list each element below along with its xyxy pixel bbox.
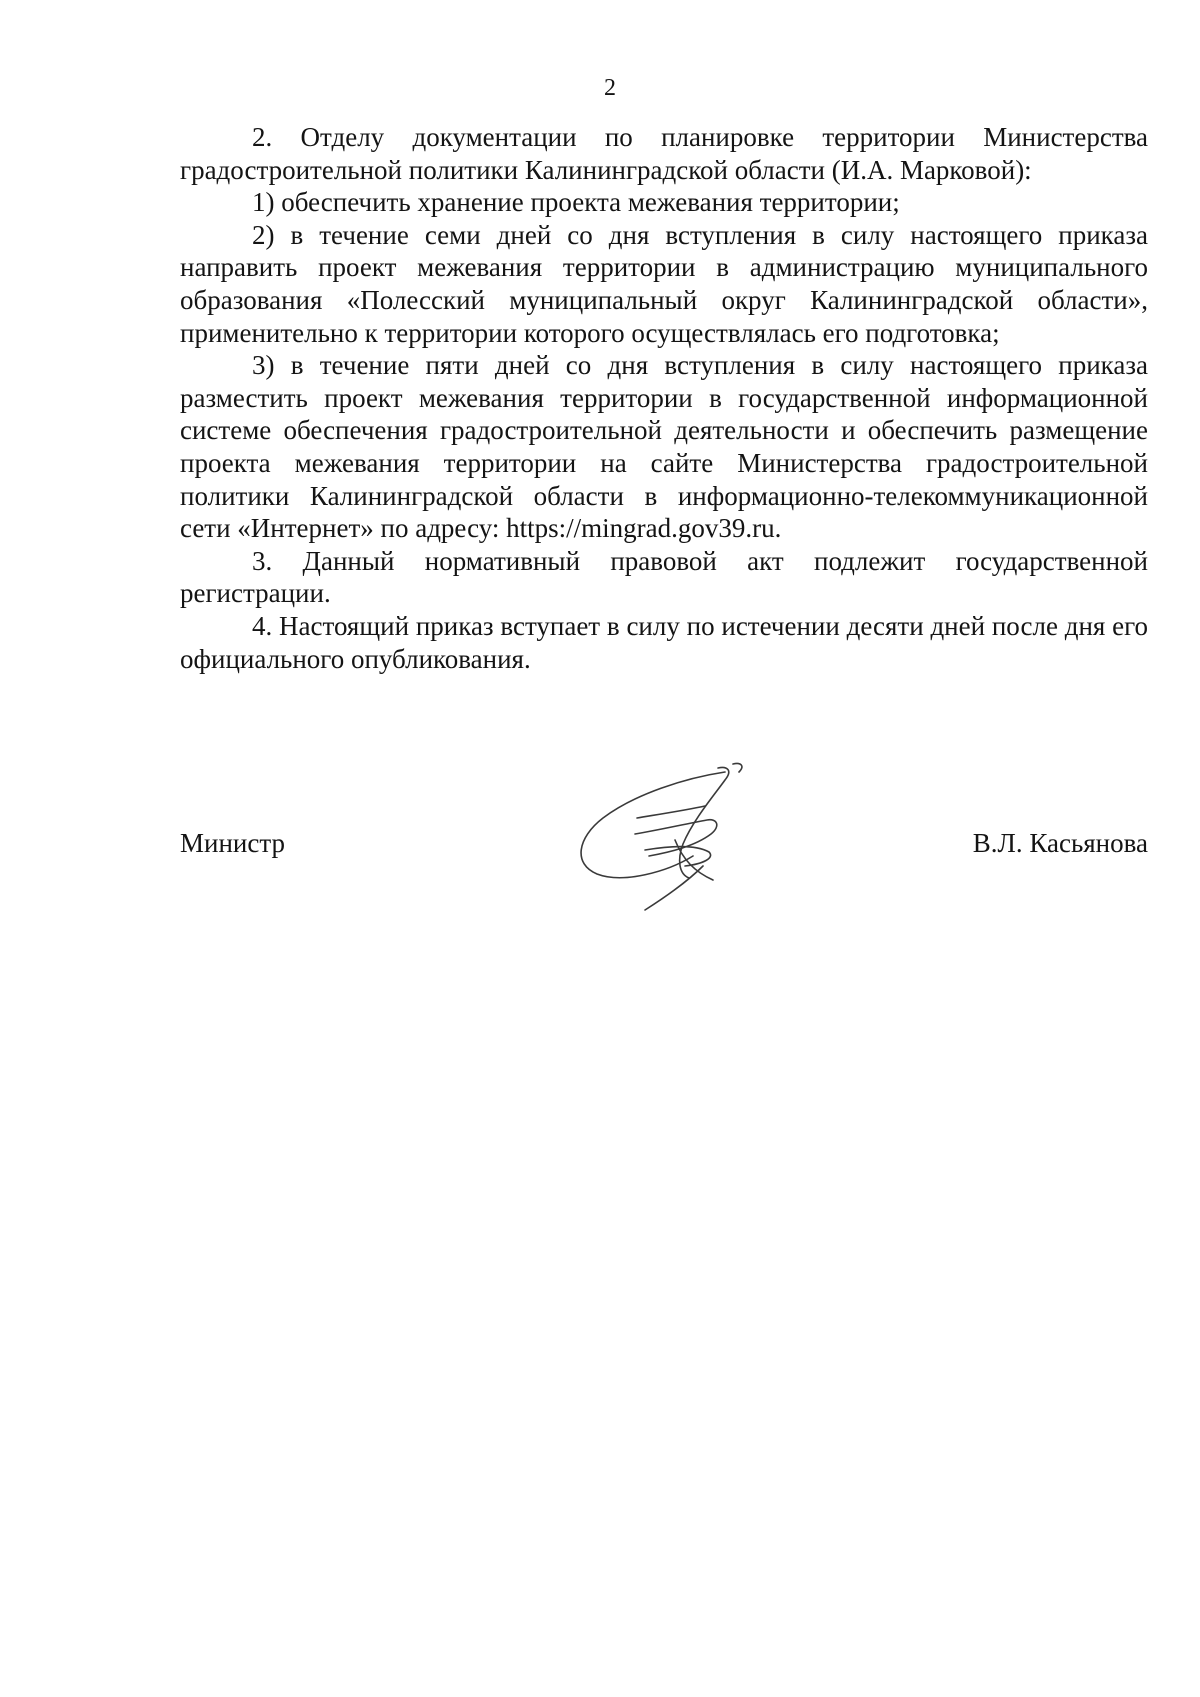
signer-name: В.Л. Касьянова bbox=[972, 828, 1148, 858]
paragraph-item-2: 2. Отделу документации по планировке территории Министерства градостроительной политики Калининградской области (И.А. Марковой): bbox=[180, 122, 1148, 185]
signature-block bbox=[180, 826, 1148, 866]
paragraph-subitem-3: 3) в течение пяти дней со дня вступления в силу настоящего приказа разместить проект межевания территории в государственной информационной системе обеспечения градостроительной деятельности и обеспечить размещение проекта межевания территории на сайте Министерства градостроительной политики Калининградской области в информационно-телекоммуникационной сети «Интернет» по адресу: https://mingrad.gov39.ru. bbox=[180, 350, 1148, 544]
paragraph-subitem-2: 2) в течение семи дней со дня вступления в силу настоящего приказа направить проект межевания территории в администрацию муниципального образования «Полесский муниципальный округ Калининградской области», применительно к территории которого осуществлялась его подготовка; bbox=[180, 219, 1148, 348]
paragraph-subitem-1: 1) обеспечить хранение проекта межевания территории; bbox=[252, 187, 900, 218]
paragraph-item-3: 3. Данный нормативный правовой акт подлежит государственной регистрации. bbox=[180, 545, 1148, 609]
signer-title: Министр bbox=[180, 828, 285, 858]
page-number: 2 bbox=[604, 75, 616, 101]
paragraph-item-4: 4. Настоящий приказ вступает в силу по истечении десяти дней после дня его официального опубликования. bbox=[180, 610, 1148, 674]
document-body bbox=[180, 121, 1148, 675]
